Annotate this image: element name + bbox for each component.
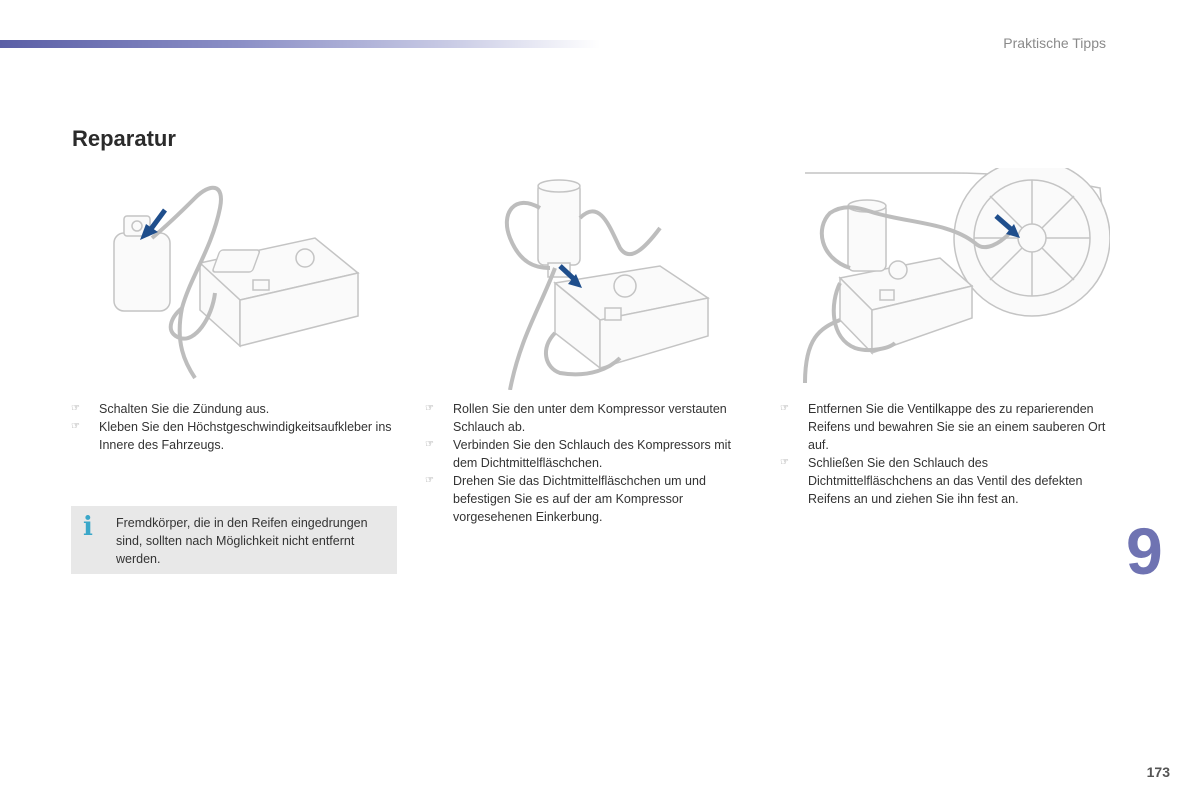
list-item: ☞ Entfernen Sie die Ventilkappe des zu reparierenden Reifens und bewahren Sie sie an einem sauberen Ort auf. [780,402,1106,452]
chapter-number: 9 [1126,514,1163,588]
hand-pointer-icon: ☞ [780,457,789,468]
hand-pointer-icon: ☞ [425,403,434,414]
list-item: ☞ Schalten Sie die Zündung aus. [71,402,270,416]
hand-pointer-icon: ☞ [71,421,80,432]
info-note-text: Fremdkörper, die in den Reifen eingedrungen sind, sollten nach Möglichkeit nicht entfernt werden. [116,516,368,566]
instructions-column-2 [425,400,755,526]
illustration-connect-valve [800,168,1110,383]
section-title: Praktische Tipps [1003,35,1106,51]
hand-pointer-icon: ☞ [425,475,434,486]
illustration-bottle-on-compressor [500,168,715,390]
info-icon: i [83,512,93,542]
list-item: ☞ Verbinden Sie den Schlauch des Kompressors mit dem Dichtmittelfläschchen. [425,438,731,470]
list-item: ☞ Schließen Sie den Schlauch des Dichtmittelfläschchens an das Ventil des defekten Reifens an und ziehen Sie ihn fest an. [780,456,1083,506]
instructions-column-3 [780,400,1110,508]
info-note [71,506,397,574]
instructions-column-1 [71,400,401,454]
hand-pointer-icon: ☞ [71,403,80,414]
illustration-connect-bottle [100,168,370,388]
page-title: Reparatur [72,126,176,151]
hand-pointer-icon: ☞ [780,403,789,414]
list-item: ☞ Drehen Sie das Dichtmittelfläschchen um und befestigen Sie es auf der am Kompressor vorgesehenen Einkerbung. [425,474,706,524]
page-number: 173 [1146,764,1170,780]
hand-pointer-icon: ☞ [425,439,434,450]
list-item: ☞ Kleben Sie den Höchstgeschwindigkeitsaufkleber ins Innere des Fahrzeugs. [71,420,392,452]
header-accent-bar [0,40,600,48]
list-item: ☞ Rollen Sie den unter dem Kompressor verstauten Schlauch ab. [425,402,727,434]
